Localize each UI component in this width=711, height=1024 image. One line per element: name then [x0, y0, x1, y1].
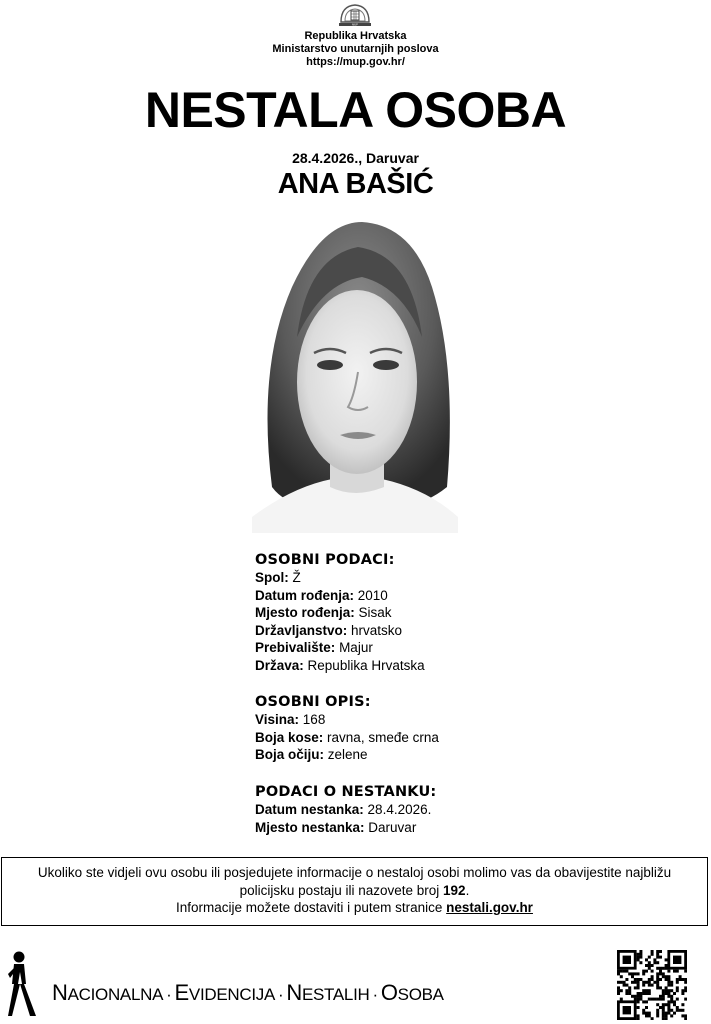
notice-line-2: policijsku postaju ili nazovete broj 192. — [239, 882, 470, 898]
date-place: 28.4.2026., Daruvar — [292, 150, 419, 166]
header-ministry: Ministarstvo unutarnjih poslova — [272, 43, 439, 55]
info-row-missing-place: Mjesto nestanka: Daruvar — [255, 819, 417, 835]
header-url: https://mup.gov.hr/ — [306, 56, 405, 68]
missing-person-photo — [252, 217, 458, 533]
nen-logo-text: NACIONALNA · EVIDENCIJA · NESTALIH · OSOBA — [52, 980, 444, 1005]
info-row-residence: Prebivalište: Majur — [255, 640, 373, 656]
info-row-country: Država: Republika Hrvatska — [255, 657, 425, 673]
info-row-birth-place: Mjesto rođenja: Sisak — [255, 605, 392, 621]
disappearance-title: PODACI O NESTANKU: — [255, 784, 437, 800]
personal-data-title: OSOBNI PODACI: — [255, 552, 395, 568]
info-row-citizenship: Državljanstvo: hrvatsko — [255, 622, 403, 638]
info-row-hair: Boja kose: ravna, smeđe crna — [255, 729, 439, 745]
notice-line-1: Ukoliko ste vidjeli ovu osobu ili posjedujete informacije o nestaloj osobi molimo vas da obavijestite najbližu — [37, 865, 672, 880]
svg-text:MUP: MUP — [352, 23, 358, 27]
coat-of-arms-icon — [337, 2, 373, 28]
header-country: Republika Hrvatska — [304, 30, 407, 42]
info-row-birth-date: Datum rođenja: 2010 — [255, 587, 388, 603]
walking-figure-icon — [6, 950, 42, 1018]
notice-box — [1, 857, 708, 926]
info-row-sex: Spol: Ž — [255, 570, 301, 585]
poster-title: NESTALA OSOBA — [144, 82, 567, 138]
person-name: ANA BAŠIĆ — [277, 168, 434, 200]
info-row-missing-date: Datum nestanka: 28.4.2026. — [255, 802, 432, 817]
description-title: OSOBNI OPIS: — [255, 694, 371, 710]
notice-line-3: Informacije možete dostaviti i putem stranice nestali.gov.hr — [176, 900, 533, 915]
info-row-height: Visina: 168 — [255, 712, 326, 727]
nestali-link[interactable]: nestali.gov.hr — [446, 900, 533, 915]
info-row-eyes: Boja očiju: zelene — [255, 747, 368, 763]
phone-number: 192 — [443, 882, 466, 898]
qr-code-icon — [617, 950, 687, 1020]
